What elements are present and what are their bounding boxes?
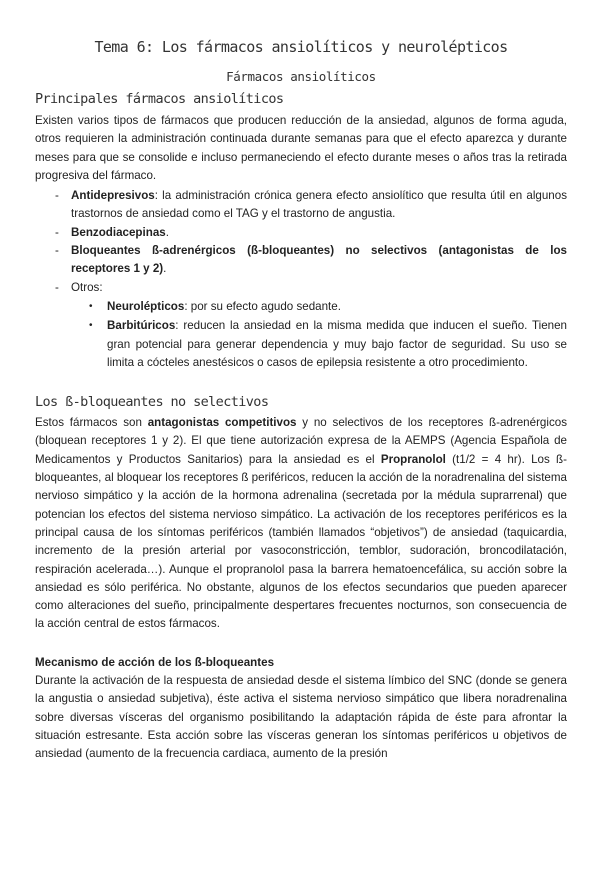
list-item-otros [55, 279, 567, 372]
desc-bloqueantes: . [163, 262, 167, 276]
term-bloqueantes: Bloqueantes ß-adrenérgicos (ß-bloqueantes) no selectivos (antagonistas de los receptores 1 y 2) [71, 244, 567, 276]
bullet-marker: • [89, 300, 93, 312]
list-item-bloqueantes [55, 242, 567, 279]
term-propranolol: Propranolol [380, 452, 446, 466]
document-subtitle: Fármacos ansiolíticos [226, 69, 376, 84]
term-neurolepticos: Neurolépticos [107, 299, 185, 313]
term-antidepresivos: Antidepresivos [71, 189, 155, 203]
list-item-benzodiacepinas [55, 224, 567, 242]
dash-marker: - [55, 225, 59, 239]
desc-neurolepticos: : por su efecto agudo sedante. [184, 299, 341, 313]
section-heading-principales: Principales fármacos ansiolíticos [35, 91, 284, 107]
sublist-item-neurolepticos [89, 298, 567, 316]
para-text-e: (t1/2 = 4 hr). Los ß-bloqueantes, al bloquear los receptores ß periféricos, reducen la acción de la noradrenalina del sistema nervioso simpático y la acción de la hormona adrenalina (secretada por la médula suprarrenal) que potencian los efectos del sistema nervioso simpático. La activación de los receptores periféricos es la principal causa de los síntomas periféricos (también llamados “objetivos”) de ansiedad (taquicardia, incremento de la presión arterial por vasoconstricción, temblor, sudoración, broncodilatación, respiración acelerada…). Aunque el propranolol pasa la barrera hematoencefálica, su acción sobre la ansiedad es sólo periférica. No obstante, algunos de los efectos secundarios que pueden aparecer como alteraciones del sueño, principalmente despertares frecuentes nocturnos, son consecuencia de la acción central de estos fármacos. [35, 452, 567, 631]
intro-paragraph: Existen varios tipos de fármacos que producen reducción de la ansiedad, algunos de forma aguda, otros requieren la administración continuada durante semanas para que el efecto aparezca y durante meses para que se consolide e incluso permaneciendo el efecto durante meses o años tras la retirada progresiva del fármaco. [35, 114, 567, 182]
section-heading-beta-bloqueantes: Los ß-bloqueantes no selectivos [35, 394, 269, 411]
sublist-item-barbituricos [89, 317, 567, 372]
term-barbituricos: Barbitúricos [107, 319, 176, 333]
desc-antidepresivos: : la administración crónica genera efecto ansiolítico que resulta útil en algunos trastornos de ansiedad como el TAG y el trastorno de angustia. [71, 189, 567, 221]
dash-marker: - [55, 244, 59, 258]
para-text-c: y no selectivos de los receptores ß-adrenérgicos (bloquean receptores 1 y 2). El que tiene autorización expresa de la AEMPS (Agencia Española de Medicamentos y Productos Sanitarios) para la ansiedad es el [35, 416, 567, 466]
dash-marker: - [55, 189, 59, 203]
desc-barbituricos: : reducen la ansiedad en la misma medida que inducen el sueño. Tienen gran potencial para generar dependencia y muy bajo factor de seguridad. Su uso se limita a cócteles anestésicos o casos de epilepsia resistente a otro procedimiento. [107, 319, 567, 369]
bullet-marker: • [89, 320, 93, 332]
other-drugs-sublist [71, 298, 567, 372]
term-antagonistas: antagonistas competitivos [147, 416, 297, 430]
drug-list [35, 187, 567, 372]
list-item-antidepresivos [55, 187, 567, 224]
para-text-a: Estos fármacos son [35, 416, 148, 430]
beta-bloqueantes-paragraph [35, 414, 567, 634]
document-page [0, 36, 600, 884]
subsection-heading-mecanismo: Mecanismo de acción de los ß-bloqueantes [35, 655, 275, 669]
term-benzodiacepinas: Benzodiacepinas [71, 225, 166, 239]
desc-benzodiacepinas: . [165, 225, 169, 239]
term-otros: Otros: [71, 280, 103, 294]
mecanismo-paragraph: Durante la activación de la respuesta de ansiedad desde el sistema límbico del SNC (donde se genera la angustia o ansiedad subjetiva), éste activa el sistema nervioso simpático que libera noradrenalina sobre diversas vísceras del organismo posibilitando la adaptación rápida de éste para afrontar la situación estresante. Esta acción sobre las vísceras generan los síntomas periféricos u objetivos de ansiedad (aumento de la frecuencia cardiaca, aumento de la presión [35, 674, 567, 761]
document-title: Tema 6: Los fármacos ansiolíticos y neurolépticos [94, 38, 508, 56]
dash-marker: - [55, 280, 59, 294]
